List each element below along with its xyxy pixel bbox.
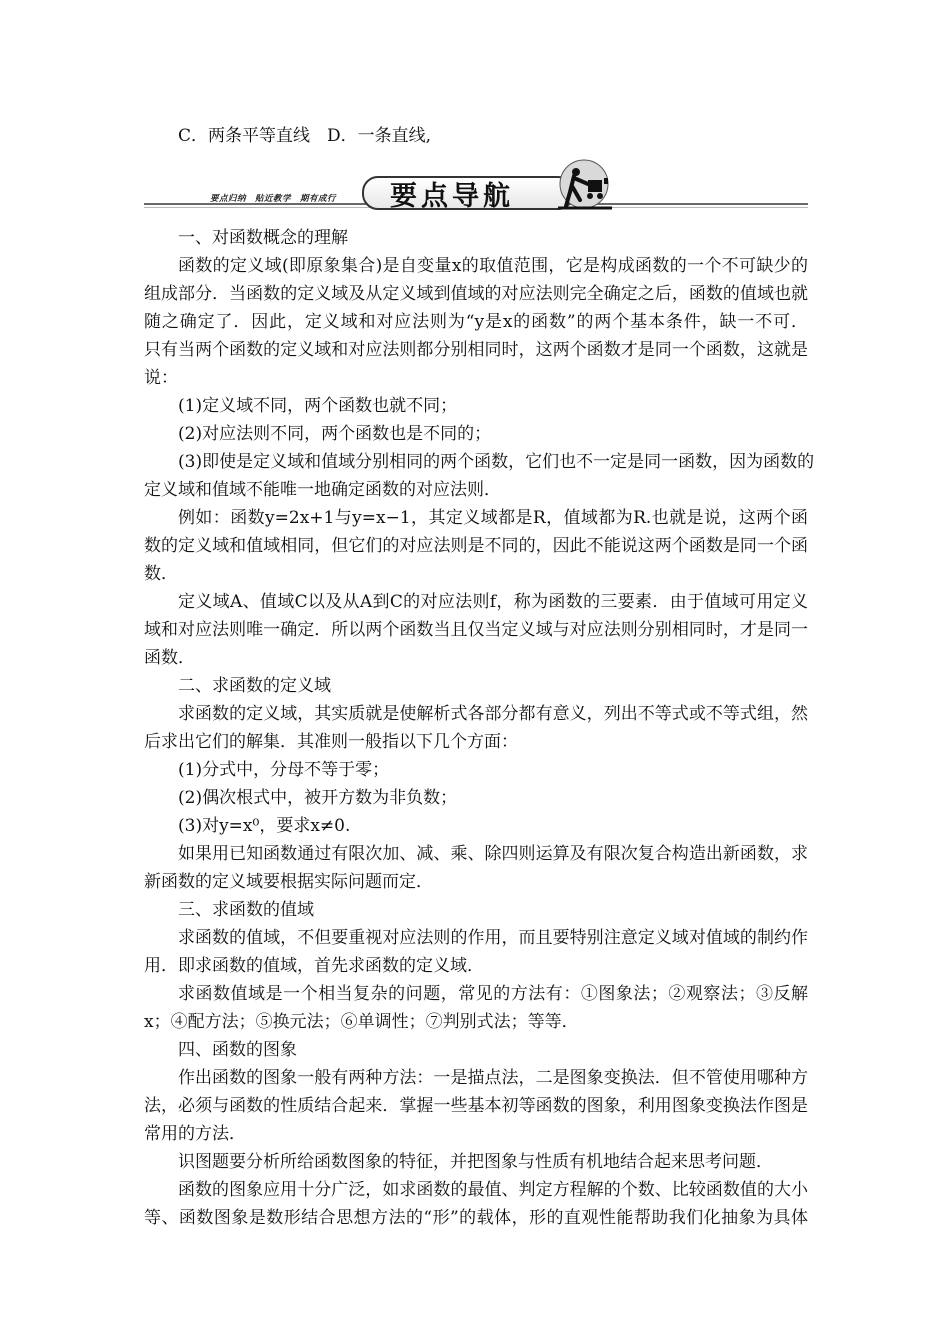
paragraph-line: 函数的图象应用十分广泛，如求函数的最值、判定方程解的个数、比较函数值的大小 (178, 1180, 808, 1200)
paragraph-line: 组成部分．当函数的定义域及从定义域到值域的对应法则完全确定之后，函数的值域也就 (144, 284, 808, 304)
paragraph-line: 求函数的值域，不但要重视对应法则的作用，而且要特别注意定义域对值域的制约作 (178, 928, 808, 948)
paragraph-line: 作出函数的图象一般有两种方法：一是描点法，二是图象变换法．但不管使用哪种方 (178, 1068, 808, 1088)
paragraph-line: 定义域A、值域C以及从A到C的对应法则f，称为函数的三要素．由于值域可用定义 (178, 592, 808, 612)
option-line: C．两条平等直线 D．一条直线, (178, 126, 432, 146)
paragraph-line: 域和对应法则唯一确定．所以两个函数当且仅当定义域与对应法则分别相同时，才是同一 (144, 620, 808, 640)
paragraph-line: 定义域和值域不能唯一地确定函数的对应法则． (144, 480, 501, 500)
list-item: (2)偶次根式中，被开方数为非负数； (178, 788, 458, 808)
paragraph-line: 等、函数图象是数形结合思想方法的“形”的载体，形的直观性能帮助我们化抽象为具体 (144, 1208, 808, 1228)
paragraph-line: 函数的定义域(即原象集合)是自变量x的取值范围，它是构成函数的一个不可缺少的 (178, 256, 808, 276)
paragraph-line: 数． (144, 564, 178, 584)
paragraph-line: 新函数的定义域要根据实际问题而定． (144, 872, 433, 892)
banner-title: 要点导航 (390, 181, 514, 212)
paragraph-line: 后求出它们的解集．其准则一般指以下几个方面： (144, 732, 518, 752)
list-item: (3)即使是定义域和值域分别相同的两个函数，它们也不一定是同一函数，因为函数的 (178, 452, 815, 472)
paragraph-line: 求函数值域是一个相当复杂的问题，常见的方法有：①图象法；②观察法；③反解 (178, 984, 808, 1004)
heading-2: 二、求函数的定义域 (178, 676, 331, 696)
paragraph-line: 法，必须与函数的性质结合起来．掌握一些基本初等函数的图象，利用图象变换法作图是 (144, 1096, 808, 1116)
paragraph-line: 如果用已知函数通过有限次加、减、乘、除四则运算及有限次复合构造出新函数，求 (178, 844, 808, 864)
banner-motto: 要点归纳 贴近教学 期有成行 (210, 194, 337, 204)
list-item: (2)对应法则不同，两个函数也是不同的； (178, 424, 492, 444)
paragraph-line: 例如：函数y=2x+1与y=x−1，其定义域都是R，值域都为R.也就是说，这两个函 (178, 508, 808, 528)
list-item: (1)定义域不同，两个函数也就不同； (178, 396, 458, 416)
paragraph-line: 求函数的定义域，其实质就是使解析式各部分都有意义，列出不等式或不等式组，然 (178, 704, 808, 724)
list-item: (3)对y=x⁰，要求x≠0. (178, 816, 351, 836)
paragraph-line: x；④配方法；⑤换元法；⑥单调性；⑦判别式法；等等． (144, 1012, 579, 1032)
person-pushing-cart-icon (554, 156, 614, 216)
list-item: (1)分式中，分母不等于零； (178, 760, 390, 780)
paragraph-line: 用．即求函数的值域，首先求函数的定义域． (144, 956, 484, 976)
section-banner (144, 156, 808, 212)
heading-1: 一、对函数概念的理解 (178, 228, 348, 248)
paragraph-line: 数的定义域和值域相同，但它们的对应法则是不同的，因此不能说这两个函数是同一个函 (144, 536, 808, 556)
heading-4: 四、函数的图象 (178, 1040, 297, 1060)
paragraph-line: 随之确定了．因此，定义域和对应法则为“y是x的函数”的两个基本条件，缺一不可． (144, 312, 808, 332)
paragraph-line: 常用的方法． (144, 1124, 246, 1144)
paragraph-line: 说： (144, 368, 178, 388)
paragraph-line: 只有当两个函数的定义域和对应法则都分别相同时，这两个函数才是同一个函数，这就是 (144, 340, 808, 360)
heading-3: 三、求函数的值域 (178, 900, 314, 920)
paragraph-line: 函数． (144, 648, 195, 668)
paragraph-line: 识图题要分析所给函数图象的特征，并把图象与性质有机地结合起来思考问题． (178, 1152, 773, 1172)
